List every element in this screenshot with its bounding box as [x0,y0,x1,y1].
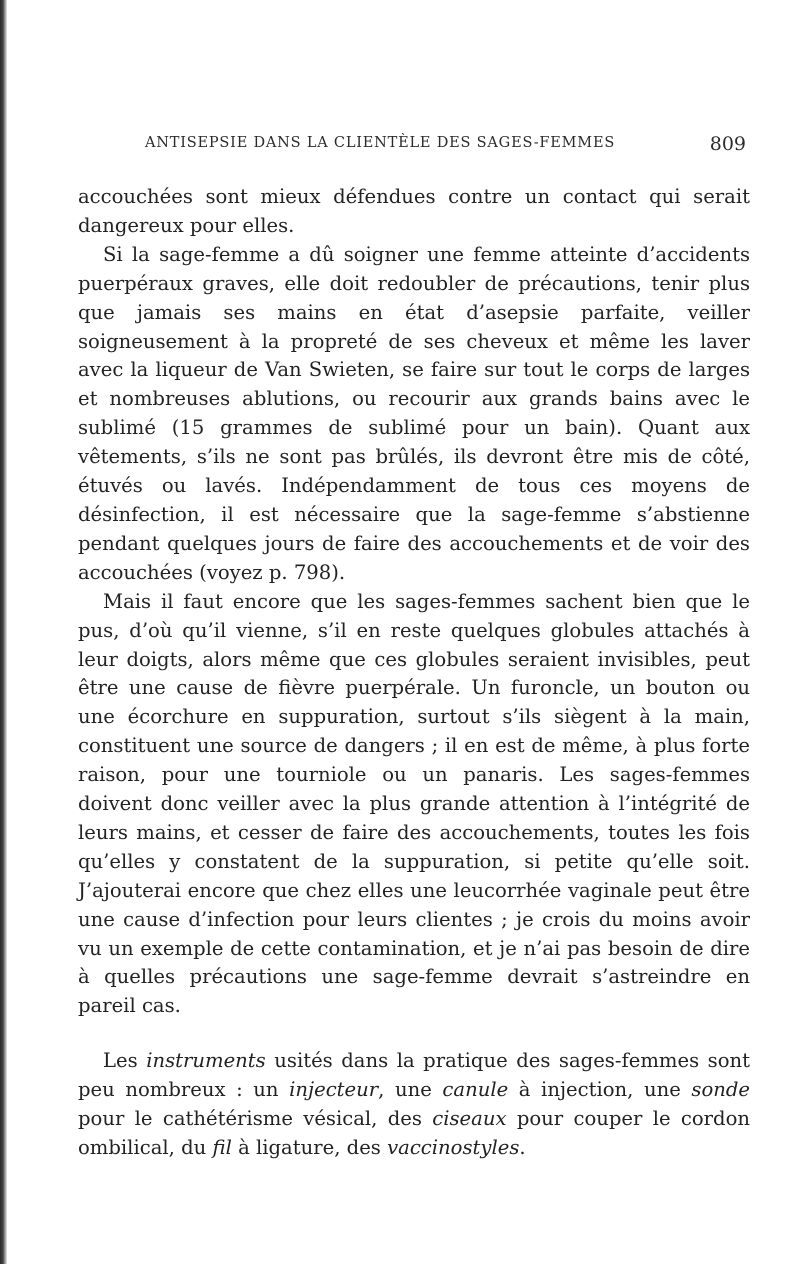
paragraph-continuation: accouchées sont mieux défendues contre un contact qui serait dangereux pour elles. [78,185,750,237]
text-run: usités dans la pratique des sages-femmes sont peu nombreux : un [78,1049,750,1102]
paragraph-puerperal-accidents: Si la sage-femme a dû soigner une femme atteinte d’accidents puerpéraux graves, elle doit redoubler de précautions, tenir plus que jamais ses mains en état d’asepsie parfaite, veiller soigneusement à la propreté de ses cheveux et même les laver avec la liqueur de Van Swieten, se faire sur tout le corps de larges et nombreuses ablutions, ou recourir aux grands bains avec le sublimé (15 grammes de sublimé pour un bain). Quant aux vêtements, s’ils ne sont pas brûlés, ils devront être mis de côté, étuvés ou lavés. Indépendamment de tous ces moyens de désinfection, il est nécessaire que la sage-femme s’abstienne pendant quelques jours de faire des accouchements et de voir des accouchées (voyez p. 798). [78,242,750,584]
italic-term-canule: canule [442,1078,509,1102]
body-text [78,183,750,1163]
paragraph-instruments [78,1047,750,1163]
text-run: à injection, une [508,1078,692,1102]
text-run: . [519,1136,526,1159]
italic-term-vaccinostyles: vaccinostyles [387,1136,520,1159]
text-run: à ligature, des [231,1136,388,1159]
text-run: , une [378,1078,443,1102]
italic-term-ciseaux: ciseaux [432,1107,507,1131]
text-run: pour couper le cordon ombilical, du [78,1107,750,1159]
italic-term-fil: fil [212,1136,232,1159]
page-number: 809 [709,133,746,155]
italic-term-injecteur: injecteur [289,1078,379,1102]
book-page [78,0,751,1264]
running-head [145,133,748,157]
page-binding-edge [0,0,7,1264]
paragraph-pus-danger: Mais il faut encore que les sages-femmes sachent bien que le pus, d’où qu’il vienne, s’il en reste quelques globules attachés à leur doigts, alors même que ces globules seraient invisibles, peut être une cause de fièvre puerpérale. Un furoncle, un bouton ou une écorchure en suppuration, surtout s’ils siègent à la main, constituent une source de dangers ; il en est de même, à plus forte raison, pour une tourniole ou un panaris. Les sages-femmes doivent donc veiller avec la plus grande attention à l’intégrité de leurs mains, et cesser de faire des accouchements, toutes les fois qu’elles y constatent de la suppuration, si petite qu’elle soit. J’ajouterai encore que chez elles une leucorrhée vaginale peut être une cause d’infection pour leurs clientes ; je crois du moins avoir vu un exemple de cette contamination, et je n’ai pas besoin de dire à quelles précautions une sage-femme devrait s’astreindre en pareil cas. [78,589,750,1018]
italic-term-instruments: instruments [146,1049,266,1073]
text-run: Les [103,1049,147,1073]
italic-term-sonde: sonde [691,1078,751,1102]
running-title: ANTISEPSIE DANS LA CLIENTÈLE DES SAGES-FEMMES [145,135,616,151]
text-run: pour le cathétérisme vésical, des [78,1107,433,1131]
